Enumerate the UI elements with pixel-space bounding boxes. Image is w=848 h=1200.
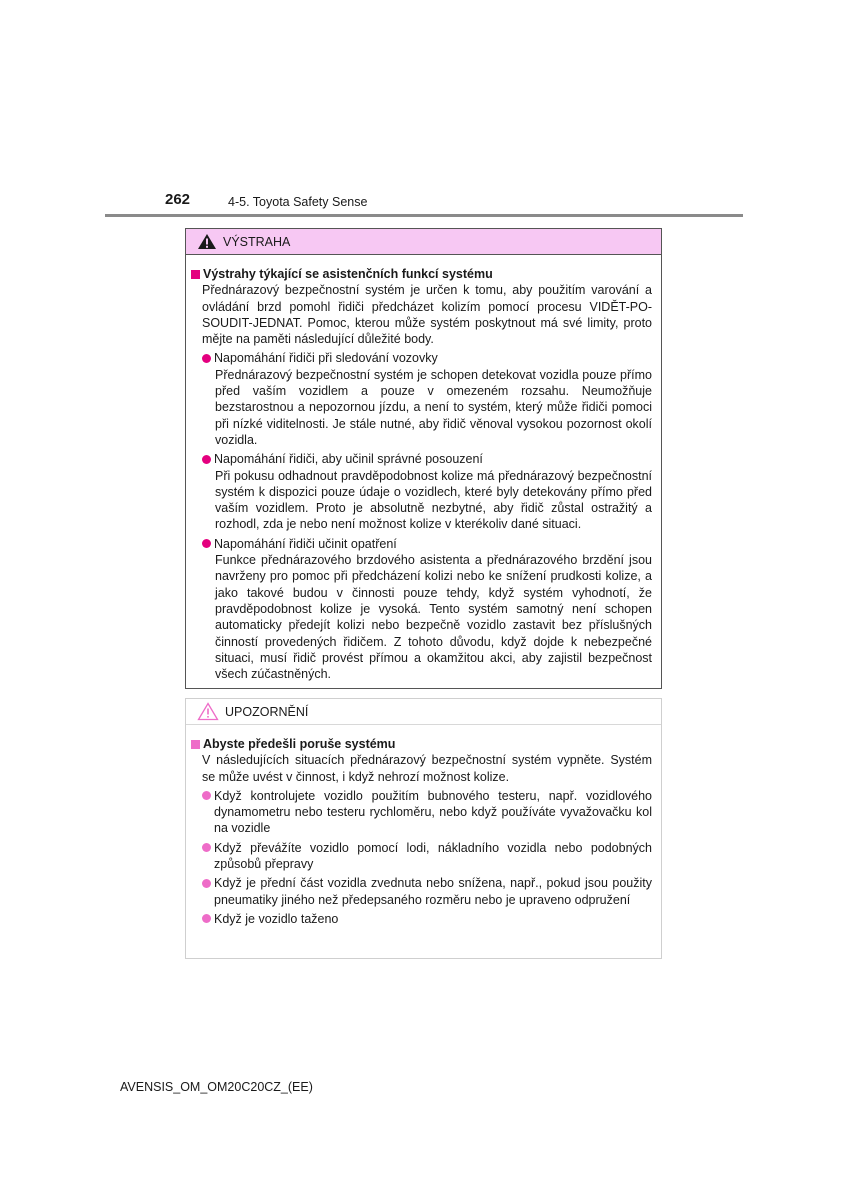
caution-box [185, 698, 662, 959]
warning-triangle-icon [197, 233, 217, 250]
round-bullet-icon [202, 843, 211, 852]
caution-header [186, 699, 661, 725]
caution-intro: V následujících situacích přednárazový bezpečnostní systém vypněte. Systém se může uvést v činnost, i když nehrozí možnost kolize. [202, 753, 652, 784]
round-bullet-icon [202, 879, 211, 888]
warning-bullet-text: Funkce přednárazového brzdového asistenta a přednárazového brzdění jsou navrženy pro pomoc při předcházení kolizi nebo ke snížení prudkosti kolize, a jako takové budou v činnosti pouze tehdy, když systém vyhodnotí, že pravděpodobnost kolize je vysoká. Tento systém samotný není schopen automaticky předejít kolizi nebo bezpečně vozidlo zastavit bez příslušných činností provedených řidičem. Z tohoto důvodu, když dojde k nebezpečné situaci, musí řidič provést přímou a okamžitou akci, aby zajistil bezpečnost všech zúčastněných. [215, 553, 652, 682]
round-bullet-icon [202, 354, 211, 363]
page-number: 262 [165, 191, 191, 208]
warning-bullet-title: Napomáhání řidiči při sledování vozovky [214, 351, 438, 366]
caution-triangle-icon [197, 702, 219, 721]
warning-bullet-text: Přednárazový bezpečnostní systém je schopen detekovat vozidla pouze přímo před vaším vozidlem a pouze v omezeném rozsahu. Neumožňuje bezstarostnou a nepozornou jízdu, a není to systém, který může řidiči pomoci při nízké viditelnosti. Je stále nutné, aby řidič věnoval vysokou pozornost okolí vozidla. [215, 367, 652, 447]
warning-header [186, 229, 661, 255]
warning-bullet [202, 350, 652, 448]
document-code: AVENSIS_OM_OM20C20CZ_(EE) [120, 1080, 313, 1094]
warning-intro: Přednárazový bezpečnostní systém je určen k tomu, aby použitím varování a ovládání brzd pomohl řidiči předcházet kolizím pomocí procesu VIDĚT-PO-SOUDIT-JEDNAT. Pomoc, kterou může systém poskytnout má své limity, proto mějte na paměti následující důležité body. [202, 283, 652, 347]
header-divider [105, 214, 743, 217]
caution-bullet: Když je vozidlo taženo [202, 911, 652, 927]
warning-bullet [202, 451, 652, 532]
warning-body [186, 255, 661, 682]
caution-bullet: Když kontrolujete vozidlo použitím bubnového testeru, např. vozidlového dynamometru nebo testeru rychloměru, nebo když používáte vyvažovačku kol na vozidle [202, 788, 652, 837]
round-bullet-icon [202, 539, 211, 548]
warning-bullet-text: Při pokusu odhadnout pravděpodobnost kolize má přednárazový bezpečnostní systém k dispozici pouze údaje o vozidlech, které byly detekovány přímo před vaším vozidlem. Proto je absolutně nezbytné, aby řidič zůstal ostražitý a rozhodl, zda je nebo není možnost kolize v kterékoliv dané situaci. [215, 468, 652, 532]
warning-item-title: Výstrahy týkající se asistenčních funkcí systému [191, 266, 652, 282]
caution-label: UPOZORNĚNÍ [225, 704, 309, 719]
section-title: 4-5. Toyota Safety Sense [228, 195, 368, 209]
caution-body [186, 725, 661, 927]
warning-box [185, 228, 662, 689]
caution-item-title: Abyste předešli poruše systému [191, 736, 652, 752]
round-bullet-icon [202, 791, 211, 800]
square-bullet-icon [191, 270, 200, 279]
round-bullet-icon [202, 455, 211, 464]
warning-bullet-title: Napomáhání řidiči učinit opatření [214, 536, 397, 551]
round-bullet-icon [202, 914, 211, 923]
square-bullet-icon [191, 740, 200, 749]
warning-bullet [202, 536, 652, 683]
caution-bullet: Když převážíte vozidlo pomocí lodi, nákladního vozidla nebo podobných způsobů přepravy [202, 840, 652, 873]
caution-bullet: Když je přední část vozidla zvednuta nebo snížena, např., pokud jsou použity pneumatiky jiného než předepsaného rozměru nebo je upraveno odpružení [202, 875, 652, 908]
warning-label: VÝSTRAHA [223, 234, 291, 249]
warning-bullet-title: Napomáhání řidiči, aby učinil správné posouzení [214, 452, 483, 467]
